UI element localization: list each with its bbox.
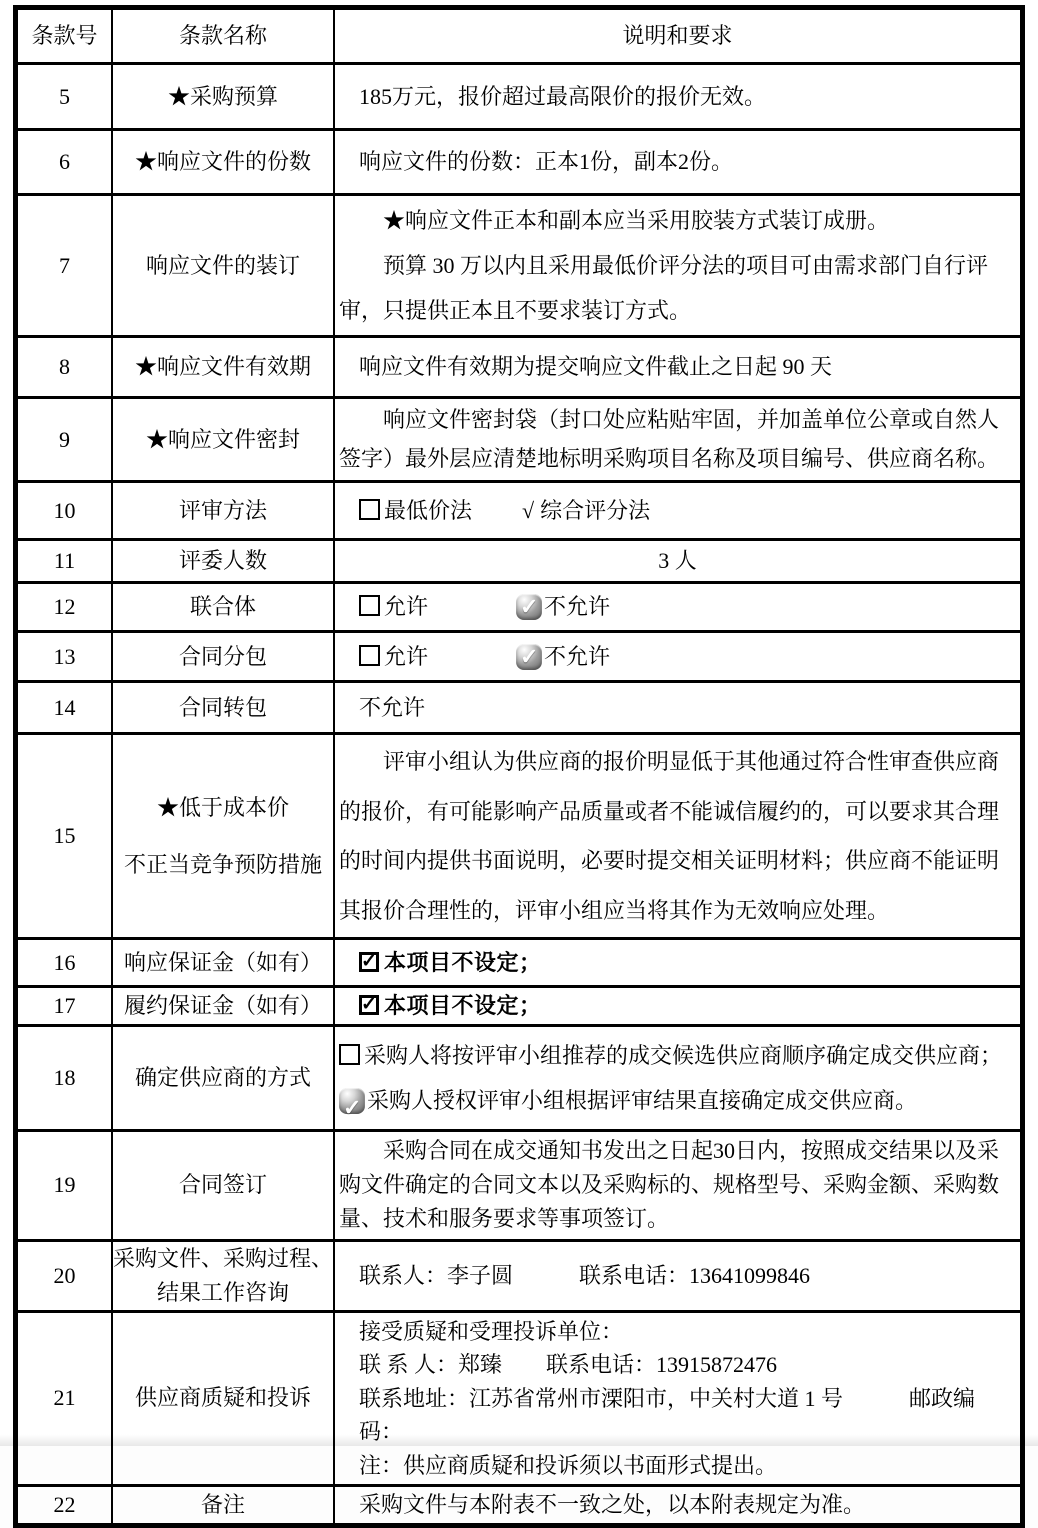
- paragraph: ★响应文件正本和副本应当采用胶装方式装订成册。: [383, 208, 890, 233]
- clause-name: 响应保证金（如有）: [112, 939, 334, 987]
- clause-no: 5: [16, 64, 113, 130]
- clause-name-line: ★低于成本价: [156, 795, 289, 821]
- checkbox-checked-icon: [359, 995, 379, 1015]
- clause-name: ★采购预算: [112, 64, 334, 130]
- clause-name-line: 不正当竞争预防措施: [123, 852, 322, 878]
- table-row: [16, 130, 1023, 195]
- option-label: 不允许: [544, 594, 611, 620]
- option-label: 综合评分法: [540, 497, 651, 523]
- table-row: [16, 1485, 1023, 1525]
- clause-name: [112, 1240, 334, 1311]
- clause-description: [334, 398, 1023, 482]
- paragraph: [339, 1033, 1016, 1078]
- clause-name: 供应商质疑和投诉: [112, 1311, 334, 1485]
- paragraph: 评审小组认为供应商的报价明显低于其他通过符合性审查供应商的报价，有可能影响产品质量或者不能诚信履约的，可以要求其合理的时间内提供书面说明，必要时提交相关证明材料；供应商不能证明其报价合理性的，评审小组应当将其作为无效响应处理。: [339, 749, 1000, 923]
- option-label: 采购人授权评审小组根据评审结果直接确定成交供应商。: [367, 1088, 918, 1114]
- clause-description: [334, 987, 1023, 1026]
- checkbox-checked-icon: [359, 952, 379, 972]
- clause-name: 合同分包: [112, 632, 334, 682]
- clause-name-line: 结果工作咨询: [156, 1279, 289, 1305]
- clause-no: 9: [16, 398, 113, 482]
- clause-no: 21: [16, 1311, 113, 1485]
- contact-line: 注：供应商质疑和投诉须以书面形式提出。: [359, 1452, 778, 1478]
- clause-name: ★响应文件有效期: [112, 337, 334, 398]
- option-label: 采购人将按评审小组推荐的成交候选供应商顺序确定成交供应商；: [364, 1043, 1003, 1069]
- clause-no: 12: [16, 583, 113, 632]
- check-mark: √: [522, 497, 535, 523]
- checkbox-unchecked-icon: [339, 1044, 360, 1065]
- clause-no: 15: [16, 734, 113, 939]
- clause-no: 22: [16, 1485, 113, 1525]
- clause-description: 采购文件与本附表不一致之处，以本附表规定为准。: [334, 1485, 1023, 1525]
- option-label: 最低价法: [384, 497, 473, 523]
- table-row: [16, 939, 1023, 987]
- clause-name: 合同签订: [112, 1131, 334, 1240]
- table-row: [16, 482, 1023, 540]
- clause-description: [334, 1026, 1023, 1131]
- clause-no: 19: [16, 1131, 113, 1240]
- checked-option-label: 本项目不设定；: [384, 993, 542, 1019]
- table-row: [16, 540, 1023, 583]
- paragraph: [339, 1078, 1016, 1123]
- clause-description: 响应文件有效期为提交响应文件截止之日起 90 天: [334, 337, 1023, 398]
- clause-name: 合同转包: [112, 682, 334, 734]
- clause-name: [112, 734, 334, 939]
- check-badge-icon: [339, 1088, 365, 1114]
- clause-name: 评审方法: [112, 482, 334, 540]
- contact-line: 联系地址：江苏省常州市溧阳市，中关村大道 1 号 邮政编码：: [359, 1385, 976, 1445]
- clause-no: 18: [16, 1026, 113, 1131]
- clause-no: 17: [16, 987, 113, 1026]
- table-header-row: [16, 8, 1023, 64]
- table-row: [16, 987, 1023, 1026]
- clause-name: ★响应文件密封: [112, 398, 334, 482]
- table-row: [16, 1026, 1023, 1131]
- clause-name: 备注: [112, 1485, 334, 1525]
- table-row: [16, 195, 1023, 337]
- check-badge-icon: [516, 594, 542, 620]
- clause-description: [334, 632, 1023, 682]
- table-row: [16, 583, 1023, 632]
- table-row: [16, 1311, 1023, 1485]
- header-clause-name: 条款名称: [112, 8, 334, 64]
- contact-line: 联 系 人：郑臻 联系电话：13915872476: [359, 1352, 778, 1378]
- paragraph: 响应文件密封袋（封口处应粘贴牢固，并加盖单位公章或自然人签字）最外层应清楚地标明采购项目名称及项目编号、供应商名称。: [339, 407, 1000, 471]
- clause-name: 评委人数: [112, 540, 334, 583]
- clause-description: [334, 939, 1023, 987]
- clause-no: 13: [16, 632, 113, 682]
- table-row: [16, 682, 1023, 734]
- table-row: [16, 632, 1023, 682]
- clause-description: [334, 482, 1023, 540]
- table-row: [16, 1131, 1023, 1240]
- clause-description: [334, 1131, 1023, 1240]
- clause-no: 11: [16, 540, 113, 583]
- clause-no: 16: [16, 939, 113, 987]
- clause-name: 履约保证金（如有）: [112, 987, 334, 1026]
- header-clause-no: 条款号: [16, 8, 113, 64]
- clause-name: 联合体: [112, 583, 334, 632]
- option-label: 不允许: [544, 643, 611, 669]
- checked-option-label: 本项目不设定；: [384, 949, 542, 975]
- clause-no: 7: [16, 195, 113, 337]
- clause-name-line: 采购文件、采购过程、: [113, 1245, 334, 1271]
- clause-name: 响应文件的装订: [112, 195, 334, 337]
- clause-description: [334, 195, 1023, 337]
- clause-no: 8: [16, 337, 113, 398]
- table-row: [16, 337, 1023, 398]
- table-row: [16, 398, 1023, 482]
- paragraph: 预算 30 万以内且采用最低价评分法的项目可由需求部门自行评审，只提供正本且不要求装订方式。: [339, 253, 989, 324]
- check-badge-icon: [516, 644, 542, 670]
- checkbox-unchecked-icon: [359, 595, 380, 616]
- table-row: [16, 64, 1023, 130]
- clause-name: 确定供应商的方式: [112, 1026, 334, 1131]
- clause-table: [13, 5, 1025, 1528]
- clause-name: ★响应文件的份数: [112, 130, 334, 195]
- contact-line: 接受质疑和受理投诉单位：: [359, 1318, 624, 1344]
- clause-description: 响应文件的份数：正本1份，副本2份。: [334, 130, 1023, 195]
- checkbox-unchecked-icon: [359, 499, 380, 520]
- option-label: 允许: [384, 643, 429, 669]
- clause-description: [334, 583, 1023, 632]
- clause-description: 联系人：李子圆 联系电话：13641099846: [334, 1240, 1023, 1311]
- clause-description: [334, 734, 1023, 939]
- clause-no: 14: [16, 682, 113, 734]
- header-description: 说明和要求: [334, 8, 1023, 64]
- clause-description: [334, 1311, 1023, 1485]
- checkbox-unchecked-icon: [359, 645, 380, 666]
- clause-no: 20: [16, 1240, 113, 1311]
- clause-no: 6: [16, 130, 113, 195]
- clause-description: 3 人: [334, 540, 1023, 583]
- clause-description: 185万元，报价超过最高限价的报价无效。: [334, 64, 1023, 130]
- clause-description: 不允许: [334, 682, 1023, 734]
- table-row: [16, 734, 1023, 939]
- paragraph: 采购合同在成交通知书发出之日起30日内，按照成交结果以及采购文件确定的合同文本以及采购标的、规格型号、采购金额、采购数量、技术和服务要求等事项签订。: [339, 1138, 1000, 1232]
- clause-no: 10: [16, 482, 113, 540]
- table-row: [16, 1240, 1023, 1311]
- option-label: 允许: [384, 594, 429, 620]
